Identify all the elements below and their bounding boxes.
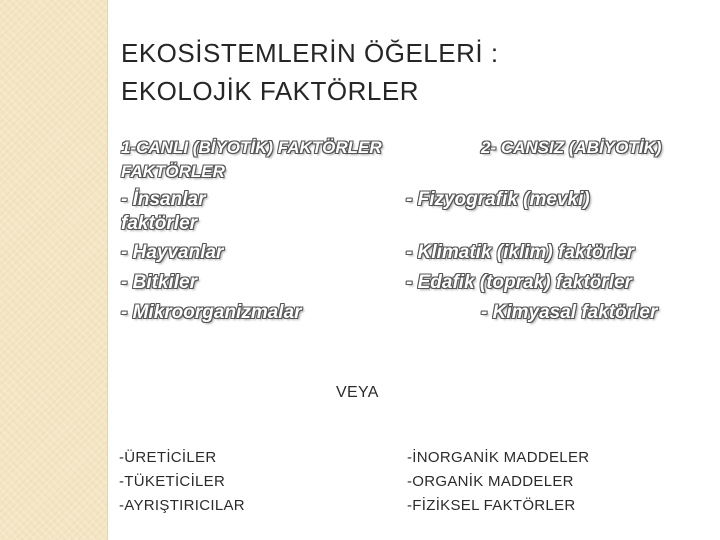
bottom-right-item-physical: -FİZİKSEL FAKTÖRLER (407, 497, 576, 514)
biotic-item-humans: - İnsanlar (121, 189, 206, 210)
side-band-divider (107, 0, 108, 540)
biotic-item-factors: faktörler (121, 213, 198, 234)
bottom-left-item-consumers: -TÜKETİCİLER (119, 473, 226, 490)
bottom-right-item-inorganic: -İNORGANİK MADDELER (407, 449, 590, 466)
biotic-item-plants: - Bitkiler (121, 272, 198, 293)
title-line-2: EKOLOJİK FAKTÖRLER (121, 76, 419, 106)
slide-title (121, 34, 691, 110)
abiotic-item-chemical: - Kimyasal faktörler (481, 302, 658, 323)
biotic-item-animals: - Hayvanlar (121, 242, 224, 263)
biotic-header-continuation: FAKTÖRLER (121, 162, 225, 181)
biotic-header: 1-CANLI (BİYOTİK) FAKTÖRLER (121, 138, 382, 157)
biotic-item-microorganisms: - Mikroorganizmalar (121, 302, 302, 323)
or-separator: VEYA (336, 384, 379, 401)
abiotic-item-edaphic: - Edafik (toprak) faktörler (406, 272, 632, 293)
title-line-1: EKOSİSTEMLERİN ÖĞELERİ : (121, 38, 499, 68)
decorative-side-band (0, 0, 107, 540)
abiotic-item-physiographic: - Fizyografik (mevki) (406, 189, 590, 210)
abiotic-header: 2- CANSIZ (ABİYOTİK) (481, 138, 662, 157)
bottom-left-item-decomposers: -AYRIŞTIRICILAR (119, 497, 245, 514)
abiotic-item-climatic: - Klimatik (iklim) faktörler (406, 242, 635, 263)
bottom-left-item-producers: -ÜRETİCİLER (119, 449, 217, 466)
bottom-right-item-organic: -ORGANİK MADDELER (407, 473, 574, 490)
